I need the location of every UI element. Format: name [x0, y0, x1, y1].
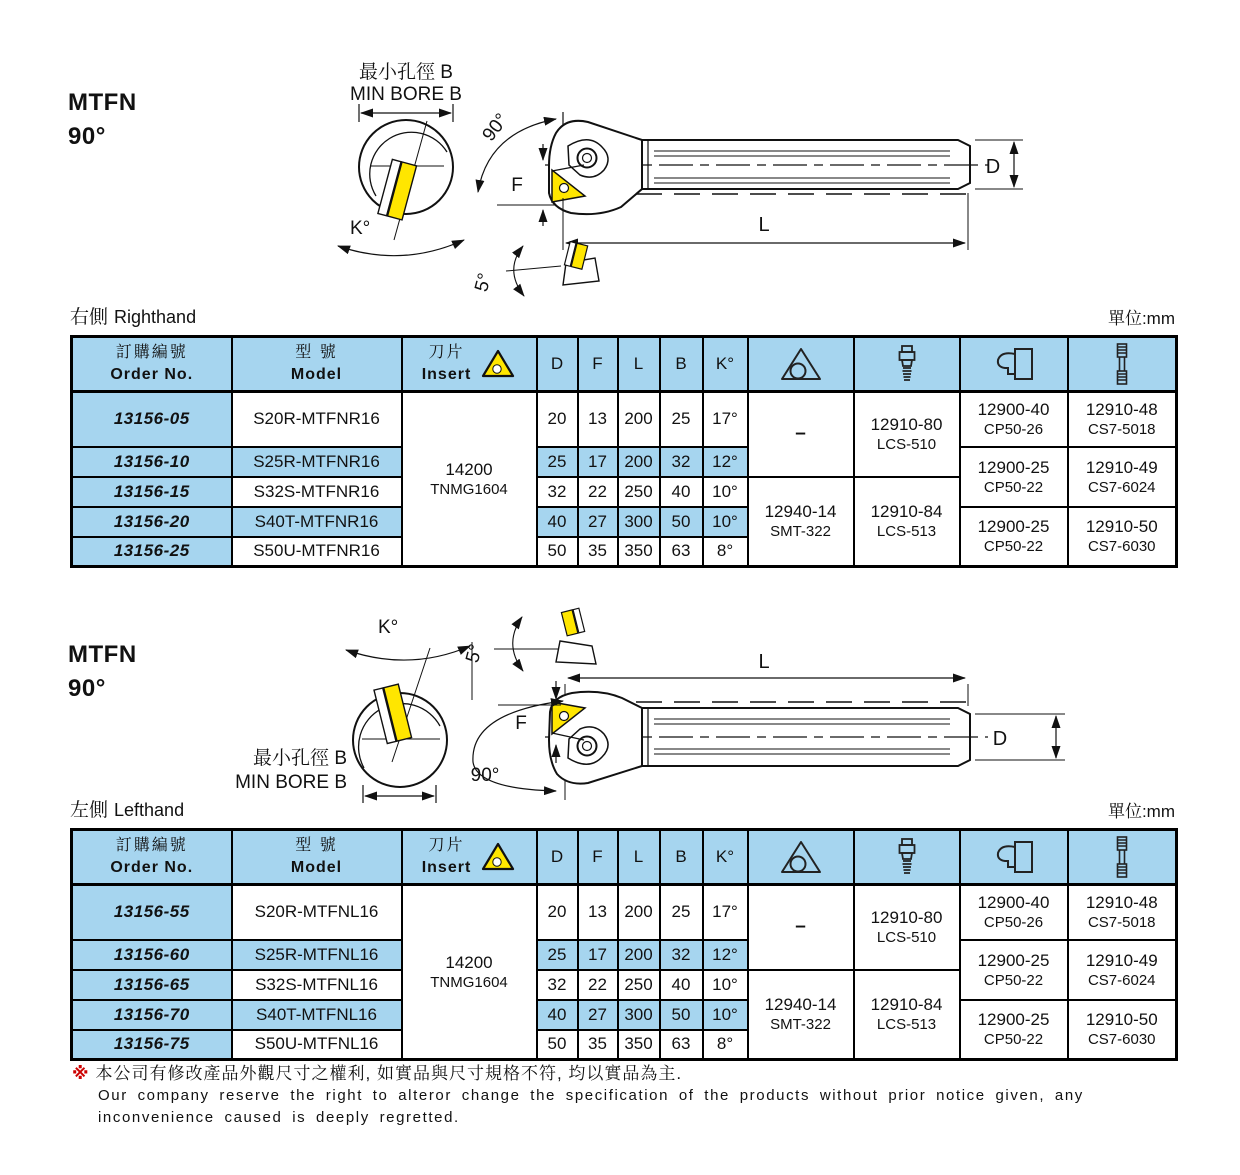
k-cell: 17° [703, 392, 748, 447]
series-angle: 90° [68, 675, 106, 702]
insert-code: 14200 [445, 460, 493, 479]
col-header-screw [854, 337, 960, 392]
stud-cell: 12910-49 CS7-6024 [1068, 940, 1177, 1000]
reference-mark: ※ [72, 1064, 90, 1083]
stud-cell: 12910-50 CS7-6030 [1068, 507, 1177, 567]
screw-cell: 12910-80 LCS-510 [854, 885, 960, 970]
model-cell: S40T-MTFNL16 [232, 1000, 402, 1030]
k-cell: 10° [703, 970, 748, 1000]
shim-cell: – [748, 392, 854, 477]
f-dim-label: F [511, 175, 523, 196]
insert-cell: 14200 TNMG1604 [402, 885, 537, 1060]
b-cell: 32 [660, 940, 703, 970]
col-header-f: F [578, 830, 618, 885]
k-cell: 8° [703, 537, 748, 567]
col-header-screw [854, 830, 960, 885]
table-row [72, 392, 1177, 447]
f-cell: 22 [578, 970, 618, 1000]
col-header-insert: 刀片 Insert [402, 830, 537, 885]
stud-cell: 12910-48 CS7-5018 [1068, 392, 1177, 447]
col-header-k: K° [703, 830, 748, 885]
stud-screw-icon [1113, 835, 1131, 879]
angle-5-label: 5° [462, 642, 488, 666]
series-title-righthand [68, 86, 137, 154]
series-angle: 90° [68, 123, 106, 150]
clamp-cell: 12900-40 CP50-26 [960, 392, 1068, 447]
catalog-table-lefthand [70, 828, 1178, 1061]
table-row [72, 885, 1177, 940]
shim-cell: – [748, 885, 854, 970]
clamp-cell: 12900-25 CP50-22 [960, 507, 1068, 567]
d-cell: 20 [537, 885, 578, 940]
angle-90-label: 90° [478, 109, 513, 146]
f-cell: 13 [578, 885, 618, 940]
col-header-stud [1068, 337, 1177, 392]
f-cell: 35 [578, 1030, 618, 1060]
section-label-zh: 左側 [70, 800, 109, 821]
k-cell: 12° [703, 940, 748, 970]
b-cell: 40 [660, 477, 703, 507]
section-label-en: Lefthand [114, 800, 185, 820]
col-header-order: 訂購編號 Order No. [72, 830, 232, 885]
col-header-f: F [578, 337, 618, 392]
l-dim-label: L [758, 214, 770, 236]
shim-cell: 12940-14 SMT-322 [748, 477, 854, 567]
k-angle-label: K° [350, 218, 371, 239]
col-header-stud [1068, 830, 1177, 885]
model-header-zh: 型 號 [295, 344, 338, 361]
model-cell: S25R-MTFNR16 [232, 447, 402, 477]
d-cell: 32 [537, 477, 578, 507]
b-cell: 32 [660, 447, 703, 477]
d-cell: 20 [537, 392, 578, 447]
series-name: MTFN [68, 89, 137, 116]
clamp-icon [991, 839, 1037, 875]
shim-cell: 12940-14 SMT-322 [748, 970, 854, 1060]
model-cell: S20R-MTFNR16 [232, 392, 402, 447]
f-cell: 27 [578, 1000, 618, 1030]
b-cell: 50 [660, 1000, 703, 1030]
model-cell: S50U-MTFNL16 [232, 1030, 402, 1060]
angle-90-label: 90° [470, 765, 500, 786]
insert-header-zh: 刀片 [428, 344, 465, 361]
clamp-icon [991, 346, 1037, 382]
col-header-model: 型 號 Model [232, 830, 402, 885]
l-cell: 200 [618, 447, 660, 477]
col-header-shim [748, 830, 854, 885]
col-header-b: B [660, 830, 703, 885]
f-cell: 35 [578, 537, 618, 567]
f-cell: 22 [578, 477, 618, 507]
f-cell: 27 [578, 507, 618, 537]
b-cell: 25 [660, 392, 703, 447]
table-row [72, 940, 1177, 970]
clamp-cell: 12900-25 CP50-22 [960, 940, 1068, 1000]
table-row [72, 447, 1177, 477]
footnote [72, 1063, 1192, 1129]
clamp-cell: 12900-25 CP50-22 [960, 1000, 1068, 1060]
screw-cell: 12910-84 LCS-513 [854, 477, 960, 567]
unit-label: 單位:mm [1107, 309, 1175, 328]
d-cell: 40 [537, 1000, 578, 1030]
footnote-zh: 本公司有修改產品外觀尺寸之權利, 如實品與尺寸規格不符, 均以實品為主. [95, 1064, 683, 1083]
col-header-d: D [537, 830, 578, 885]
col-header-l: L [618, 337, 660, 392]
b-cell: 25 [660, 885, 703, 940]
clamp-shape [568, 727, 608, 764]
section-label-zh: 右側 [70, 307, 109, 328]
order-no-cell: 13156-25 [72, 537, 232, 567]
d-dim-label: D [992, 728, 1008, 750]
order-no-cell: 13156-55 [72, 885, 232, 940]
min-bore-label-en: MIN BORE B [235, 772, 347, 793]
shim-icon [778, 838, 824, 876]
l-cell: 300 [618, 1000, 660, 1030]
f-cell: 17 [578, 940, 618, 970]
shim-icon [778, 345, 824, 383]
min-bore-label-zh: 最小孔徑 B [253, 748, 347, 769]
model-cell: S20R-MTFNL16 [232, 885, 402, 940]
b-cell: 40 [660, 970, 703, 1000]
righthand-drawing [338, 61, 1023, 296]
insert-cell [402, 392, 537, 567]
l-cell: 350 [618, 537, 660, 567]
model-header-en: Model [290, 366, 343, 383]
order-no-cell: 13156-60 [72, 940, 232, 970]
table-row [72, 507, 1177, 537]
b-cell: 63 [660, 1030, 703, 1060]
col-header-b: B [660, 337, 703, 392]
d-dim-label: D [985, 156, 1001, 178]
l-dim-label: L [758, 651, 770, 673]
stud-screw-icon [1113, 342, 1131, 386]
d-cell: 25 [537, 447, 578, 477]
min-bore-label-en: MIN BORE B [350, 84, 462, 105]
insert-in-bore [374, 684, 412, 743]
model-cell: S50U-MTFNR16 [232, 537, 402, 567]
k-cell: 10° [703, 507, 748, 537]
order-header-en: Order No. [110, 366, 194, 383]
f-dim-label: F [515, 713, 527, 734]
model-cell: S25R-MTFNL16 [232, 940, 402, 970]
k-cell: 10° [703, 477, 748, 507]
k-cell: 8° [703, 1030, 748, 1060]
section-label-en: Righthand [114, 307, 197, 327]
clamp-cell: 12900-40 CP50-26 [960, 885, 1068, 940]
l-cell: 350 [618, 1030, 660, 1060]
col-header-clamp [960, 830, 1068, 885]
lefthand-drawing [235, 608, 1065, 803]
l-cell: 200 [618, 392, 660, 447]
clamp-cell: 12900-25 CP50-22 [960, 447, 1068, 507]
insert-triangle-shape [552, 170, 585, 202]
clamp-screw-icon [895, 344, 919, 384]
model-cell: S32S-MTFNL16 [232, 970, 402, 1000]
l-cell: 200 [618, 940, 660, 970]
min-bore-label-zh: 最小孔徑 B [359, 62, 453, 83]
clamp-shape [568, 140, 608, 177]
col-header-d: D [537, 337, 578, 392]
stud-cell: 12910-49 CS7-6024 [1068, 447, 1177, 507]
f-cell: 13 [578, 392, 618, 447]
d-cell: 25 [537, 940, 578, 970]
order-no-cell: 13156-05 [72, 392, 232, 447]
col-header-k: K° [703, 337, 748, 392]
col-header-clamp [960, 337, 1068, 392]
l-cell: 250 [618, 477, 660, 507]
col-header-shim [748, 337, 854, 392]
stud-cell: 12910-50 CS7-6030 [1068, 1000, 1177, 1060]
d-cell: 40 [537, 507, 578, 537]
order-no-cell: 13156-70 [72, 1000, 232, 1030]
l-cell: 300 [618, 507, 660, 537]
insert-triangle-shape [552, 702, 585, 734]
section-heading-lefthand [70, 795, 184, 822]
k-cell: 10° [703, 1000, 748, 1030]
stud-cell: 12910-48 CS7-5018 [1068, 885, 1177, 940]
insert-triangle-icon [480, 841, 516, 873]
insert-triangle-icon [480, 348, 516, 380]
col-header-order [72, 337, 232, 392]
col-header-insert [402, 337, 537, 392]
catalog-table-righthand [70, 335, 1178, 568]
series-name: MTFN [68, 641, 137, 668]
footnote-en-line1: Our company reserve the right to alteror change the specification of the products without prior notice given, any [98, 1087, 1084, 1104]
l-cell: 200 [618, 885, 660, 940]
series-title-lefthand [68, 638, 137, 706]
order-no-cell: 13156-20 [72, 507, 232, 537]
screw-cell: 12910-84 LCS-513 [854, 970, 960, 1060]
order-no-cell: 13156-65 [72, 970, 232, 1000]
k-cell: 17° [703, 885, 748, 940]
screw-cell: 12910-80 LCS-510 [854, 392, 960, 477]
clamp-screw-icon [895, 837, 919, 877]
l-cell: 250 [618, 970, 660, 1000]
order-no-cell: 13156-15 [72, 477, 232, 507]
footnote-en-line2: inconvenience caused is deeply regretted. [98, 1109, 460, 1126]
d-cell: 50 [537, 1030, 578, 1060]
unit-label: 單位:mm [1107, 802, 1175, 821]
order-no-cell: 13156-10 [72, 447, 232, 477]
d-cell: 32 [537, 970, 578, 1000]
b-cell: 63 [660, 537, 703, 567]
k-angle-label: K° [378, 617, 399, 638]
col-header-l: L [618, 830, 660, 885]
insert-type: TNMG1604 [430, 481, 508, 498]
col-header-model [232, 337, 402, 392]
section-heading-righthand [70, 302, 196, 329]
model-cell: S40T-MTFNR16 [232, 507, 402, 537]
k-cell: 12° [703, 447, 748, 477]
angle-5-label: 5° [471, 271, 497, 295]
f-cell: 17 [578, 447, 618, 477]
model-cell: S32S-MTFNR16 [232, 477, 402, 507]
b-cell: 50 [660, 507, 703, 537]
order-header-zh: 訂購編號 [115, 344, 188, 361]
order-no-cell: 13156-75 [72, 1030, 232, 1060]
table-row [72, 1000, 1177, 1030]
insert-header-en: Insert [421, 366, 472, 383]
d-cell: 50 [537, 537, 578, 567]
insert-in-bore [378, 159, 417, 220]
